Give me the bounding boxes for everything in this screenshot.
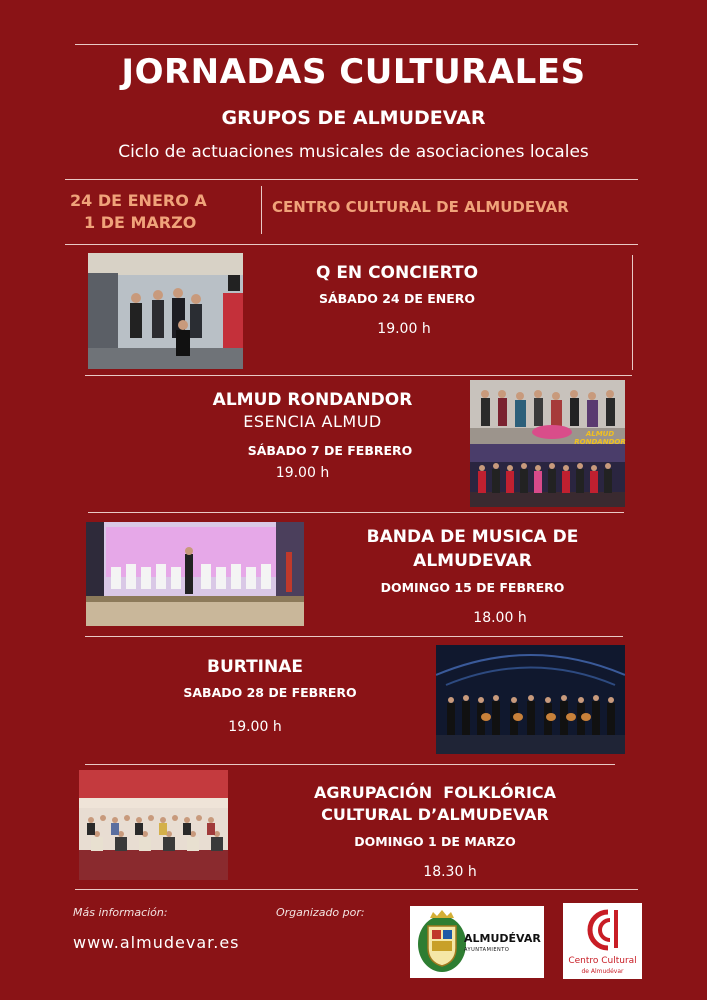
centro-cultural-logo	[563, 903, 642, 979]
event5-photo	[79, 770, 228, 880]
centro-cultural-name-line1: Centro Cultural	[568, 956, 637, 966]
event3-time: 18.00 h	[473, 610, 527, 626]
header-rule-2	[65, 244, 638, 245]
event2-time: 19.00 h	[275, 465, 330, 481]
footer-rule	[75, 889, 638, 890]
folk-group-photo-image	[79, 770, 228, 880]
event5-title-line2: CULTURAL D’ALMUDEVAR	[321, 805, 549, 824]
header-divider	[261, 186, 262, 234]
event2-photo-caption: ALMUD RONDANDOR	[574, 430, 626, 446]
organized-by-label: Organizado por:	[276, 906, 365, 919]
header-top-rule	[75, 44, 638, 45]
event1-bottom-rule	[85, 375, 632, 376]
event5-title-line1: AGRUPACIÓN FOLKLÓRICA	[313, 783, 557, 802]
date-range-line1: 24 DE ENERO A	[70, 191, 207, 210]
page-subtitle: GRUPOS DE ALMUDEVAR	[221, 107, 486, 129]
concert-band-photo-image	[86, 522, 304, 626]
band-photo-image	[88, 253, 243, 369]
event1-side-rule	[632, 255, 633, 370]
event5-time: 18.30 h	[423, 864, 477, 880]
page-title: JORNADAS CULTURALES	[121, 52, 586, 92]
header-rule-1	[65, 179, 638, 180]
date-range	[70, 190, 260, 234]
website-link[interactable]: www.almudevar.es	[73, 933, 240, 952]
venue-label: CENTRO CULTURAL DE ALMUDEVAR	[272, 198, 569, 216]
more-info-label: Más información:	[73, 906, 168, 919]
event3-title-line1: BANDA DE MUSICA DE	[366, 527, 579, 547]
event3-info	[335, 526, 610, 626]
event4-date: SABADO 28 DE FEBRERO	[183, 685, 357, 700]
event4-bottom-rule	[85, 764, 615, 765]
ayuntamiento-sub: AYUNTAMIENTO	[464, 947, 510, 953]
page-tagline: Ciclo de actuaciones musicales de asociaciones locales	[118, 142, 589, 162]
event5-date: DOMINGO 1 DE MARZO	[354, 834, 516, 849]
event3-title-line2: ALMUDEVAR	[413, 551, 532, 571]
event3-photo	[86, 522, 304, 626]
event2-info	[185, 389, 440, 481]
event1-title: Q EN CONCIERTO	[315, 263, 479, 283]
event2-title: ALMUD RONDANDOR	[212, 390, 413, 410]
event4-title: BURTINAE	[206, 657, 303, 677]
event1-date: SÁBADO 24 DE ENERO	[318, 291, 476, 306]
event3-bottom-rule	[85, 636, 623, 637]
event4-info	[150, 656, 390, 735]
rondalla-stage-photo-image	[436, 645, 625, 754]
event2-date: SÁBADO 7 DE FEBRERO	[247, 443, 413, 458]
event4-photo	[436, 645, 625, 754]
event1-photo	[88, 253, 243, 369]
centro-cultural-name-line2: de Almudévar	[581, 968, 624, 975]
ayuntamiento-logo	[410, 906, 544, 978]
event2-bottom-rule	[88, 512, 624, 513]
event5-info	[275, 782, 595, 880]
event1-info	[270, 262, 524, 337]
event2-photo-bottom	[470, 444, 625, 507]
coat-of-arms-icon	[414, 908, 470, 976]
event4-time: 19.00 h	[228, 719, 282, 735]
event2-subtitle: ESENCIA ALMUD	[243, 412, 382, 431]
cca-monogram-icon	[578, 906, 628, 954]
event1-time: 19.00 h	[377, 321, 431, 337]
date-range-line2: 1 DE MARZO	[84, 213, 197, 232]
stage-group-photo-image	[470, 444, 625, 507]
ayuntamiento-name: ALMUDÉVAR	[464, 932, 541, 945]
event3-date: DOMINGO 15 DE FEBRERO	[380, 580, 565, 595]
